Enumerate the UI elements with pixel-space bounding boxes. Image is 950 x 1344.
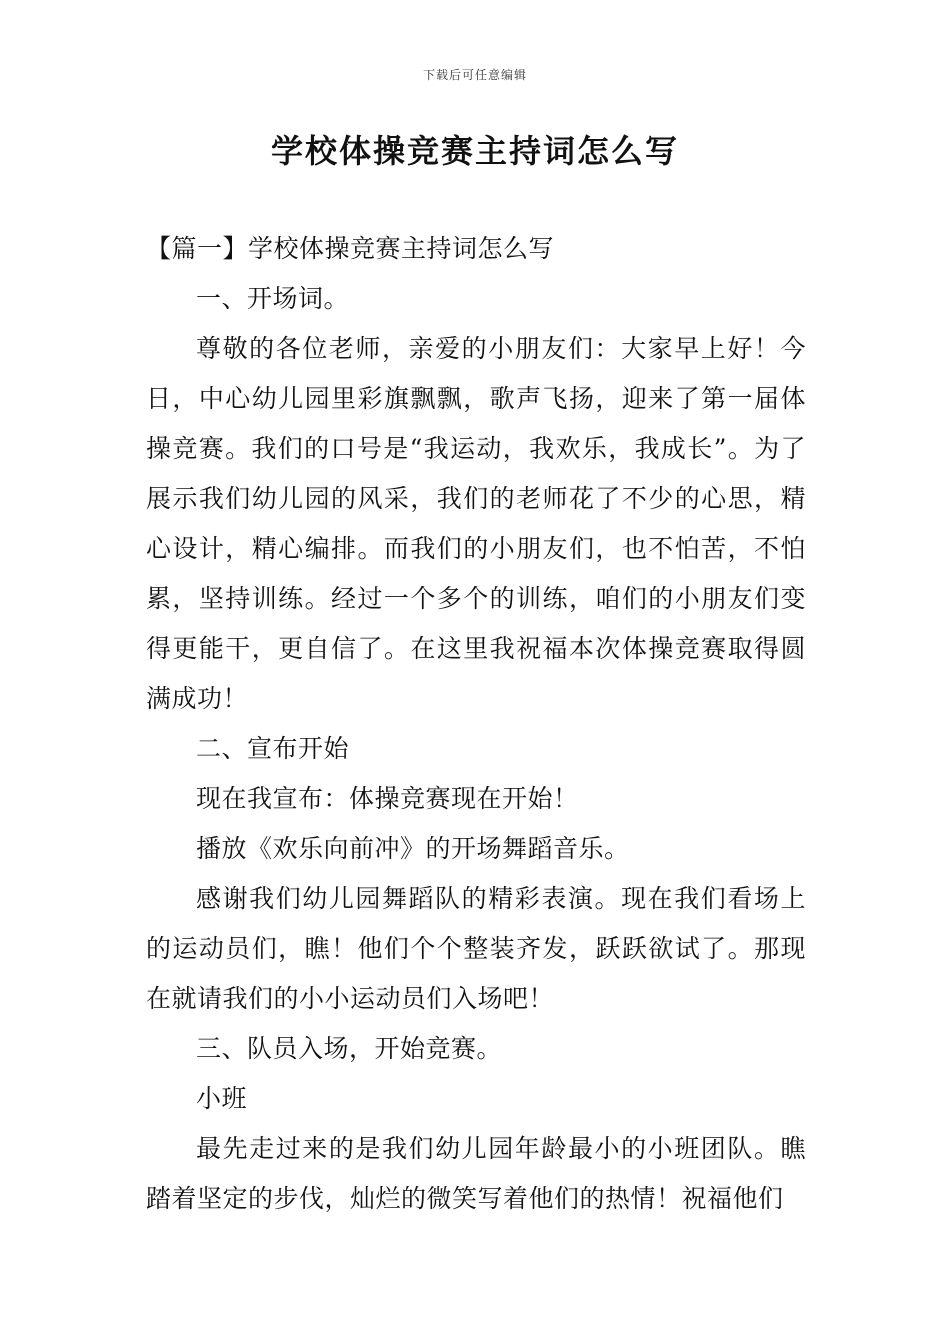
paragraph-thanks: 感谢我们幼儿园舞蹈队的精彩表演。现在我们看场上的运动员们，瞧！他们个个整装齐发，跃跃欲试了。那现在就请我们的小小运动员们入场吧！ xyxy=(146,884,806,1013)
document-title: 学校体操竞赛主持词怎么写 xyxy=(270,132,679,170)
paragraph-music: 播放《欢乐向前冲》的开场舞蹈音乐。 xyxy=(196,834,630,863)
paragraph-opening-speech: 尊敬的各位老师，亲爱的小朋友们：大家早上好！今日，中心幼儿园里彩旗飘飘，歌声飞扬，迎来了第一届体操竞赛。我们的口号是“我运动，我欢乐，我成长”。为了展示我们幼儿园的风采，我们的老师花了不少的心思，精心设计，精心编排。而我们的小朋友们，也不怕苦，不怕累，坚持训练。经过一个多个的训练，咱们的小朋友们变得更能干，更自信了。在这里我祝福本次体操竞赛取得圆满成功！ xyxy=(146,334,806,713)
subheading-opening: 一、开场词。 xyxy=(196,284,350,313)
subheading-team-entry: 三、队员入场，开始竞赛。 xyxy=(196,1034,503,1063)
section-heading-1: 【篇一】学校体操竞赛主持词怎么写 xyxy=(146,234,555,263)
paragraph-announcement: 现在我宣布：体操竞赛现在开始！ xyxy=(196,784,579,813)
paragraph-small-class: 最先走过来的是我们幼儿园年龄最小的小班团队。瞧踏着坚定的步伐，灿烂的微笑写着他们的热情！祝福他们 xyxy=(146,1134,806,1213)
subheading-announce-start: 二、宣布开始 xyxy=(196,734,350,763)
header-note: 下载后可任意编辑 xyxy=(422,68,527,82)
subheading-small-class: 小班 xyxy=(196,1084,248,1113)
document-body xyxy=(146,224,806,1224)
